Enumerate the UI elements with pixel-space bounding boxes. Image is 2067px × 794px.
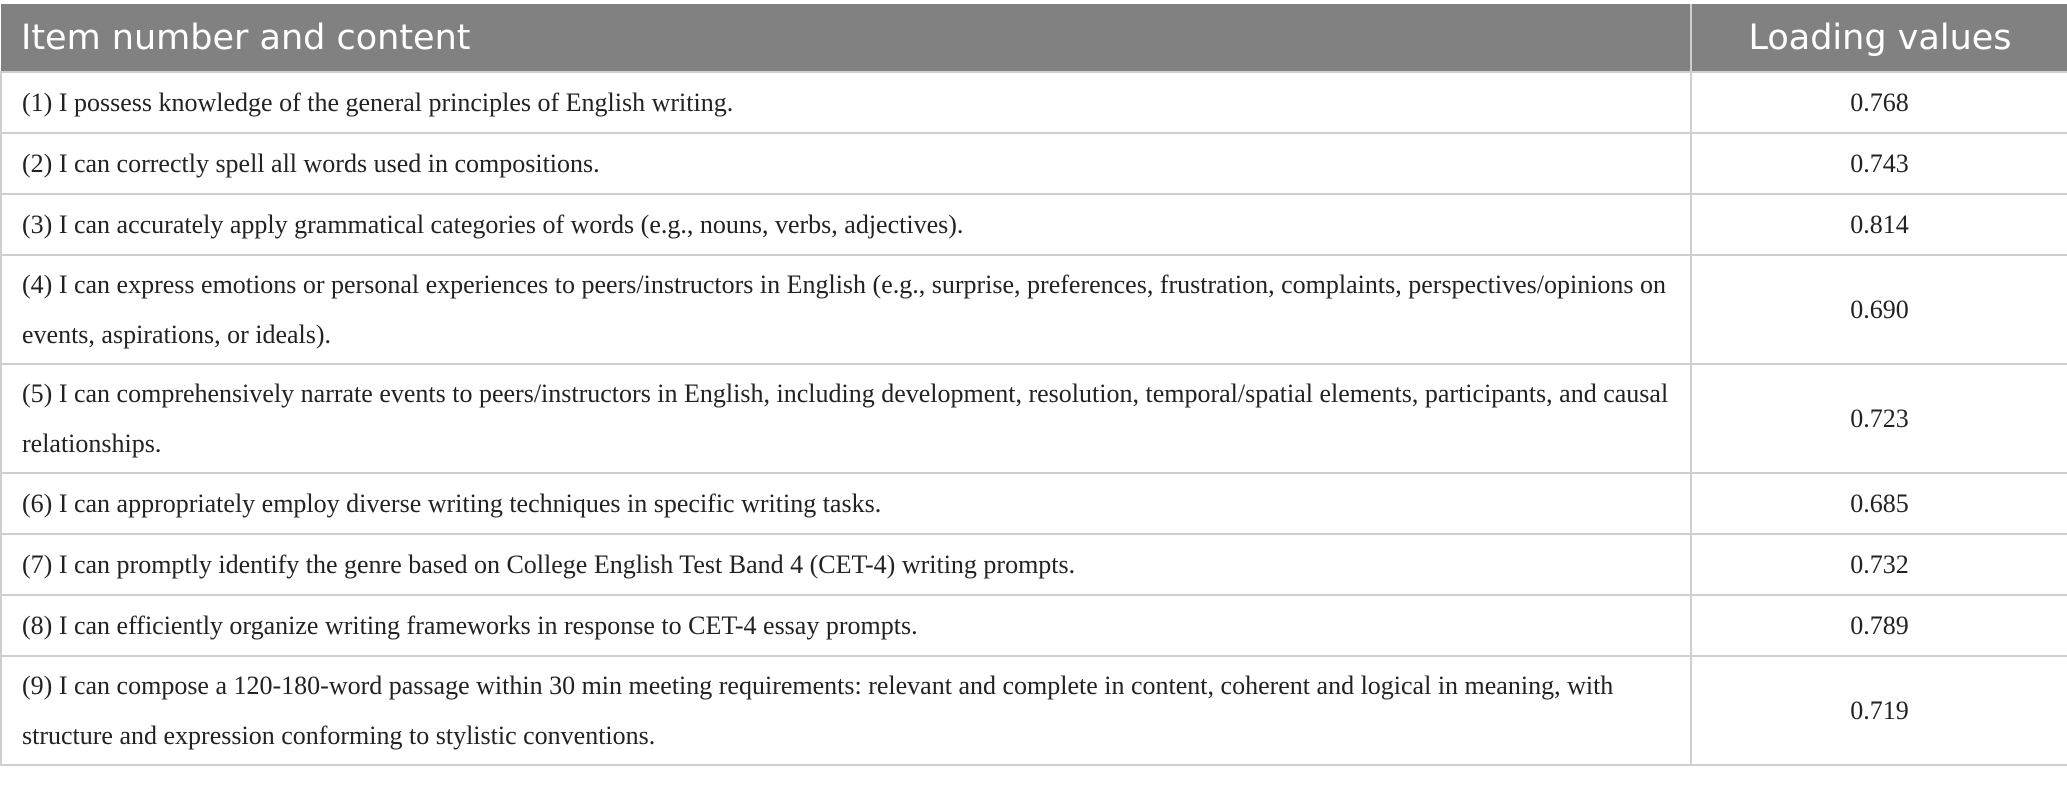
loading-values-table — [0, 4, 2067, 766]
header-loading-values: Loading values — [1691, 4, 2067, 72]
loading-values-table-container — [0, 4, 2067, 766]
loading-value-cell: 0.690 — [1691, 255, 2067, 364]
loading-value-cell: 0.719 — [1691, 656, 2067, 765]
header-row — [1, 4, 2067, 72]
table-row — [1, 133, 2067, 194]
loading-value-cell: 0.789 — [1691, 595, 2067, 656]
table-row — [1, 72, 2067, 133]
item-cell: (3) I can accurately apply grammatical categories of words (e.g., nouns, verbs, adjectives). — [1, 194, 1691, 255]
header-item-number-and-content: Item number and content — [1, 4, 1691, 72]
table-row — [1, 595, 2067, 656]
item-cell: (6) I can appropriately employ diverse writing techniques in specific writing tasks. — [1, 473, 1691, 534]
item-cell: (4) I can express emotions or personal experiences to peers/instructors in English (e.g., surprise, preferences, frustration, complaints, perspectives/opinions on events, aspirations, or ideals). — [1, 255, 1691, 364]
loading-value-cell: 0.768 — [1691, 72, 2067, 133]
item-cell: (8) I can efficiently organize writing frameworks in response to CET-4 essay prompts. — [1, 595, 1691, 656]
item-cell: (9) I can compose a 120-180-word passage within 30 min meeting requirements: relevant and complete in content, coherent and logical in meaning, with structure and expression conforming to stylistic conventions. — [1, 656, 1691, 765]
table-row — [1, 473, 2067, 534]
loading-value-cell: 0.723 — [1691, 364, 2067, 473]
item-cell: (7) I can promptly identify the genre based on College English Test Band 4 (CET-4) writing prompts. — [1, 534, 1691, 595]
table-row — [1, 534, 2067, 595]
table-body — [1, 72, 2067, 765]
item-cell: (5) I can comprehensively narrate events to peers/instructors in English, including development, resolution, temporal/spatial elements, participants, and causal relationships. — [1, 364, 1691, 473]
loading-value-cell: 0.732 — [1691, 534, 2067, 595]
table-row — [1, 255, 2067, 364]
loading-value-cell: 0.814 — [1691, 194, 2067, 255]
item-cell: (2) I can correctly spell all words used in compositions. — [1, 133, 1691, 194]
loading-value-cell: 0.743 — [1691, 133, 2067, 194]
loading-value-cell: 0.685 — [1691, 473, 2067, 534]
table-row — [1, 194, 2067, 255]
item-cell: (1) I possess knowledge of the general principles of English writing. — [1, 72, 1691, 133]
table-row — [1, 656, 2067, 765]
table-row — [1, 364, 2067, 473]
table-header — [1, 4, 2067, 72]
